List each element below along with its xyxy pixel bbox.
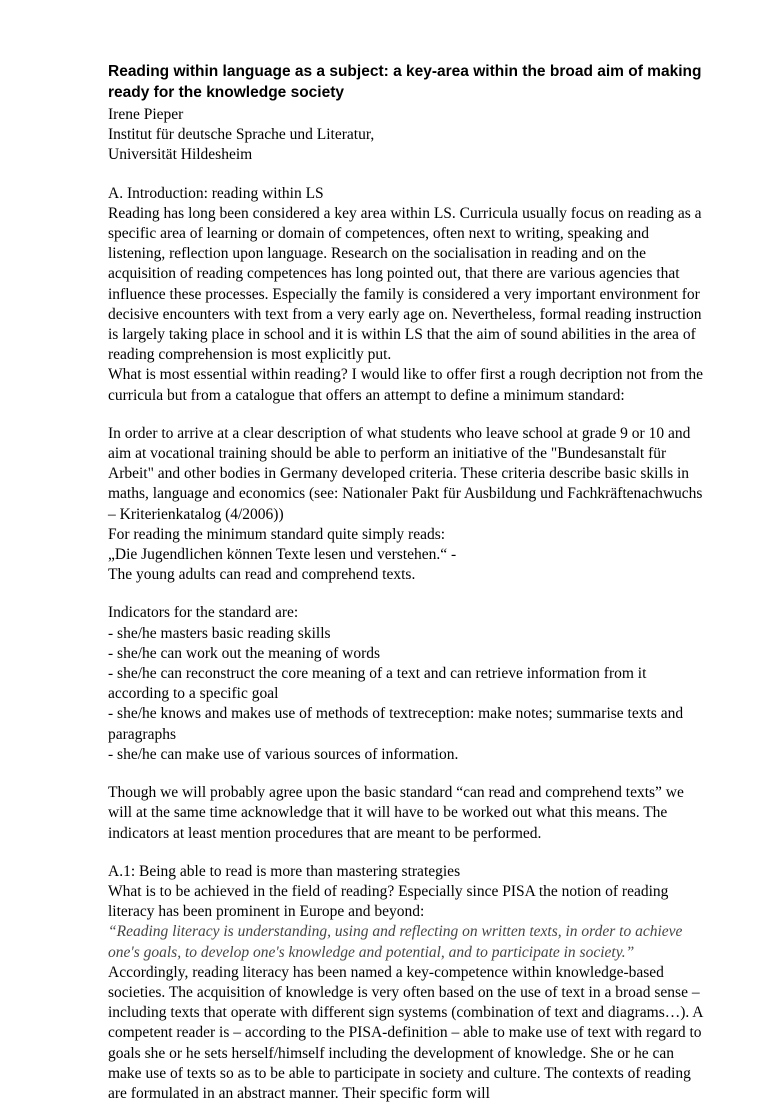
section-a1-paragraph-2: Accordingly, reading literacy has been named a key-competence within knowledge-based societies. The acquisition of knowledge is very often based on the use of text in a broad sense – including texts that operate with different sign systems (combination of text and diagrams…). A competent reader is – according to the PISA-definition – able to make use of text with regard to goals she or he sets herself/himself including the development of knowledge. She or he can make use of texts so as to be able to participate in society and culture. The contexts of reading are formulated in an abstract manner. Their specific form will (108, 963, 703, 1102)
indicator-list (108, 624, 708, 765)
spacer (108, 844, 708, 862)
section-a-paragraph-2: What is most essential within reading? I would like to offer first a rough decription not from the curricula but from a catalogue that offers an attempt to define a minimum standard: (108, 366, 704, 404)
spacer (108, 166, 708, 184)
pisa-definition-quote: “Reading literacy is understanding, using and reflecting on written texts, in order to achieve one's goals, to develop one's knowledge and potential, and to participate in society.” (108, 923, 683, 961)
section-a1-heading: A.1: Being able to read is more than mastering strategies (108, 862, 461, 880)
indicator-item: - she/he can make use of various sources of information. (108, 745, 459, 763)
section-a-paragraph-5: Though we will probably agree upon the basic standard “can read and comprehend texts” we will at the same time acknowledge that it will have to be worked out what this means. The indicators at least mention procedures that are meant to be performed. (108, 784, 684, 842)
standard-translation: The young adults can read and comprehend texts. (108, 566, 416, 584)
section-a-paragraph-3: In order to arrive at a clear description of what students who leave school at grade 9 or 10 and aim at vocational training should be able to perform an initiative of the "Bundesanstalt für Arbeit" and other bodies in Germany developed criteria. These criteria describe basic skills in maths, language and economics (see: Nationaler Pakt für Ausbildung und Fachkräftenachwuchs – Kriterienkatalog (4/2006)) (108, 424, 703, 523)
section-a-paragraph-1: Reading has long been considered a key area within LS. Curricula usually focus on reading as a specific area of learning or domain of competences, often next to writing, speaking and listening, reflection upon language. Research on the socialisation in reading and on the acquisition of reading competences has long pointed out, that there are various agencies that influence these processes. Especially the family is considered a very important environment for decisive encounters with text from a very early age on. Nevertheless, formal reading instruction is largely taking place in school and it is within LS that the aim of sound abilities in the area of reading comprehension is most explicitly put. (108, 204, 702, 364)
indicator-item: - she/he can work out the meaning of words (108, 644, 381, 662)
section-a-heading: A. Introduction: reading within LS (108, 184, 324, 202)
indicator-item: - she/he masters basic reading skills (108, 624, 331, 642)
german-standard-quote: „Die Jugendlichen können Texte lesen und verstehen.“ - (108, 546, 457, 564)
spacer (108, 585, 708, 603)
author-university: Universität Hildesheim (108, 146, 253, 164)
section-a1-paragraph-1: What is to be achieved in the field of reading? Especially since PISA the notion of reading literacy has been prominent in Europe and beyond: (108, 882, 669, 921)
indicator-item: - she/he can reconstruct the core meaning of a text and can retrieve information from it according to a specific goal (108, 665, 647, 703)
section-a-paragraph-4: For reading the minimum standard quite simply reads: (108, 525, 446, 543)
indicator-item: - she/he knows and makes use of methods of textreception: make notes; summarise texts and paragraphs (108, 705, 684, 743)
author-institute: Institut für deutsche Sprache und Literatur, (108, 126, 375, 144)
spacer (108, 406, 708, 424)
document-title: Reading within language as a subject: a key-area within the broad aim of making ready for the knowledge society (108, 63, 702, 101)
spacer (108, 765, 708, 783)
author-name: Irene Pieper (108, 106, 184, 123)
indicators-intro: Indicators for the standard are: (108, 604, 299, 622)
